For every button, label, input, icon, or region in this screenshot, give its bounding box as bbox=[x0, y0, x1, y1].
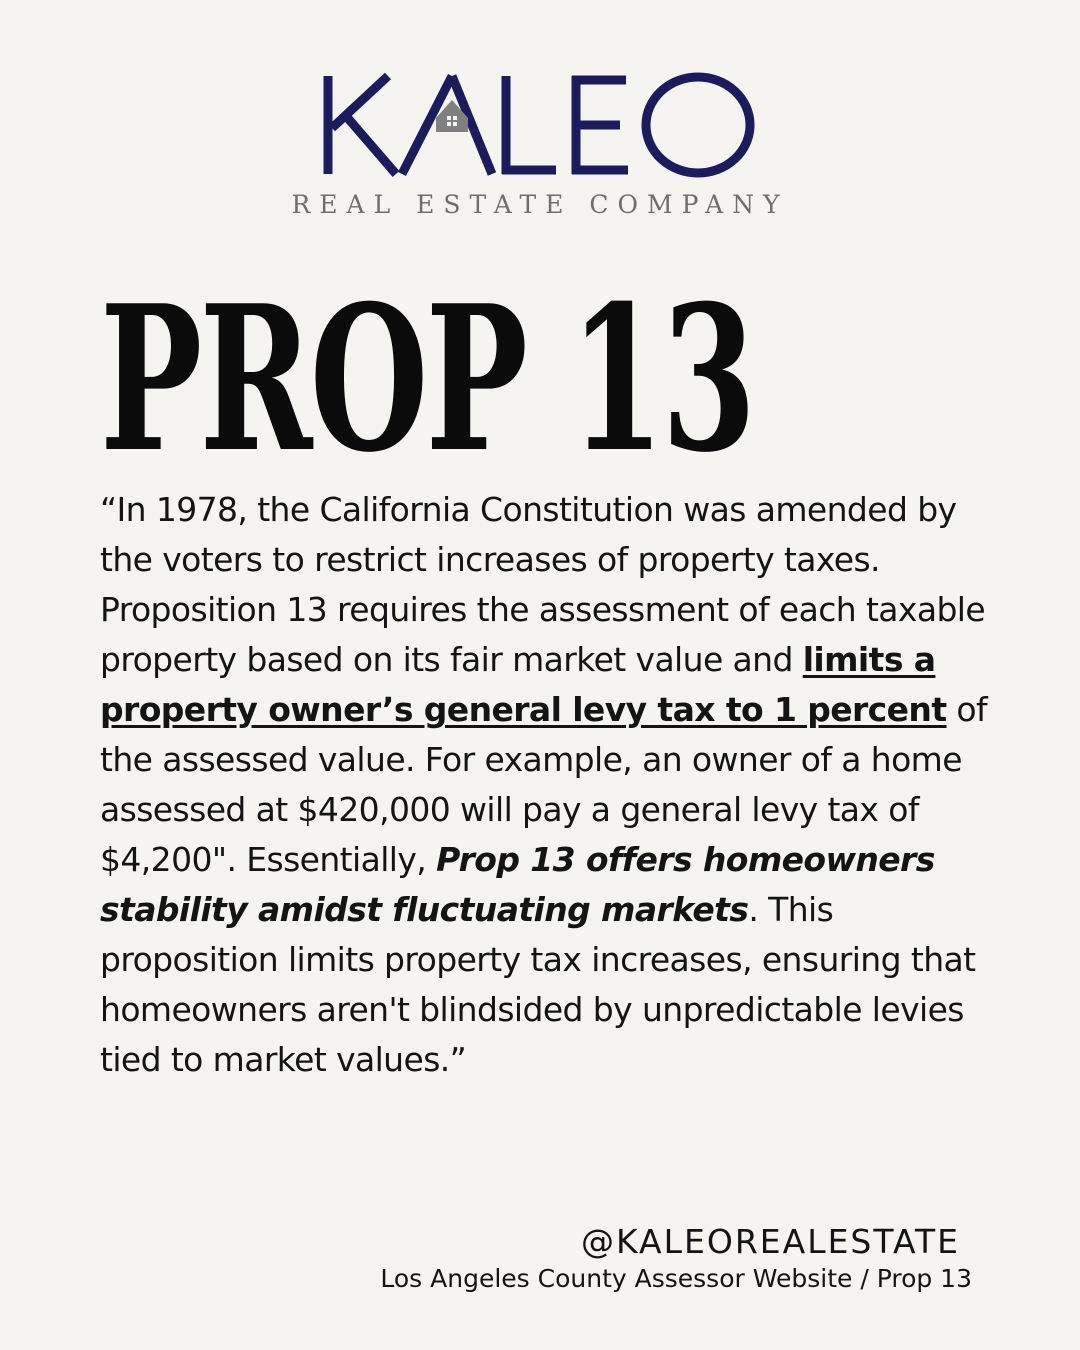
body-text-part-3: . This proposition limits property tax increases, ensuring that homeowners aren't blindsided by unpredictable levies tied to market values.” bbox=[100, 890, 976, 1079]
logo-tagline: REAL ESTATE COMPANY bbox=[291, 190, 789, 219]
logo-wordmark bbox=[320, 70, 760, 180]
source-citation: Los Angeles County Assessor Website / Prop 13 bbox=[380, 1264, 972, 1293]
body-paragraph bbox=[100, 485, 1010, 1085]
body-text-part-1: “In 1978, the California Constitution was amended by the voters to restrict increases of property taxes. Proposition 13 requires the assessment of each taxable property based on its fair market value and bbox=[100, 490, 986, 679]
page-title: PROP 13 bbox=[100, 262, 754, 497]
body-emphasis-underline: limits a property owner’s general levy tax to 1 percent bbox=[100, 640, 947, 729]
brand-logo bbox=[0, 70, 1080, 230]
body-text-part-2: of the assessed value. For example, an owner of a home assessed at $420,000 will pay a general levy tax of $4,200". Essentially, bbox=[100, 690, 987, 879]
body-emphasis-italic: Prop 13 offers homeowners stability amidst fluctuating markets bbox=[100, 840, 935, 929]
social-handle: @KALEOREALESTATE bbox=[581, 1222, 960, 1261]
